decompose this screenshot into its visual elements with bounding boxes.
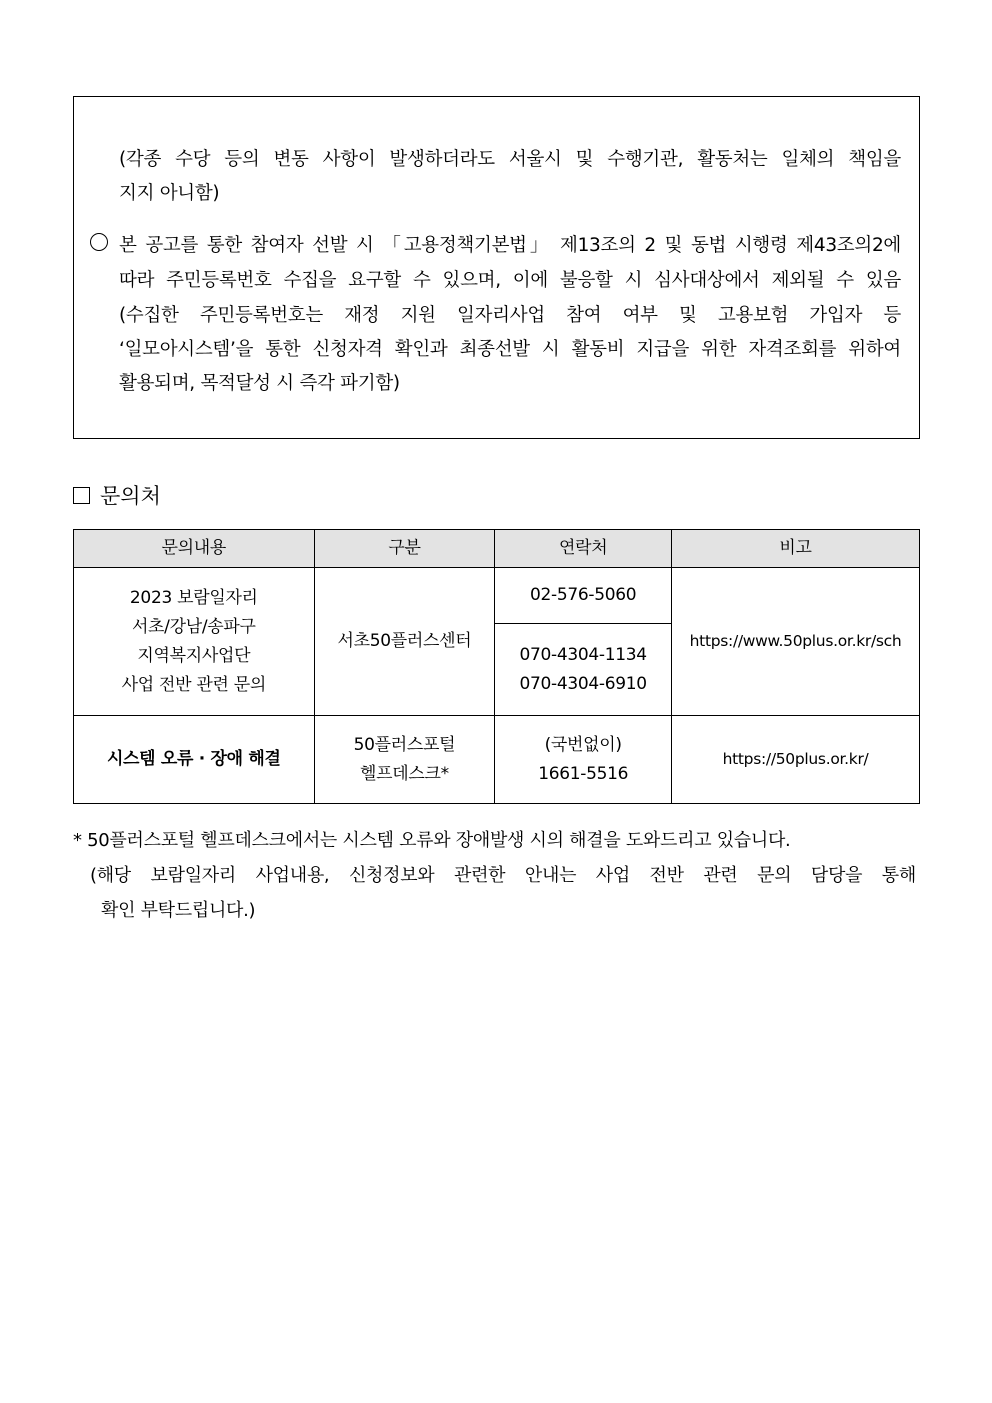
section-title: 문의처 bbox=[100, 484, 161, 508]
header-cell: 연락처 bbox=[495, 530, 672, 568]
footnote-line: * 50플러스포털 헬프데스크에서는 시스템 오류와 장애발생 시의 해결을 도와드리고 있습니다. bbox=[73, 830, 791, 851]
category-line: 50플러스포털 bbox=[353, 734, 456, 755]
content-line: 지역복지사업단 bbox=[137, 645, 251, 666]
url-cell[interactable]: https://50plus.or.kr/ bbox=[672, 716, 920, 804]
square-bullet-icon bbox=[73, 487, 90, 504]
contact-cell: 02-576-5060 bbox=[495, 568, 672, 624]
content-cell: 시스템 오류 · 장애 해결 bbox=[74, 716, 315, 804]
table-header-row bbox=[74, 530, 920, 568]
header-cell: 문의내용 bbox=[74, 530, 315, 568]
notice-text-line: (각종 수당 등의 변동 사항이 발생하더라도 서울시 및 수행기관, 활동처는 일체의 책임을 bbox=[119, 149, 901, 170]
category-cell bbox=[314, 716, 495, 804]
category-line: 헬프데스크* bbox=[360, 763, 449, 784]
header-cell: 구분 bbox=[314, 530, 495, 568]
contact-cell bbox=[495, 624, 672, 716]
notice-text-line: 따라 주민등록번호 수집을 요구할 수 있으며, 이에 불응할 시 심사대상에서 제외될 수 있음 bbox=[119, 270, 901, 291]
table-row bbox=[74, 716, 920, 804]
category-cell: 서초50플러스센터 bbox=[314, 568, 495, 716]
header-cell: 비고 bbox=[672, 530, 920, 568]
notice-text-line: 본 공고를 통한 참여자 선발 시 「고용정책기본법」 제13조의 2 및 동법 시행령 제43조의2에 bbox=[119, 235, 901, 256]
contact-table bbox=[73, 529, 920, 804]
notice-text-line: (수집한 주민등록번호는 재정 지원 일자리사업 참여 여부 및 고용보험 가입자 등 bbox=[119, 305, 901, 326]
circle-bullet-icon bbox=[90, 233, 108, 251]
footnote-line: (해당 보람일자리 사업내용, 신청정보와 관련한 안내는 사업 전반 관련 문의 담당을 통해 bbox=[90, 865, 916, 886]
content-line: 사업 전반 관련 문의 bbox=[121, 674, 266, 695]
content-line: 2023 보람일자리 bbox=[129, 587, 258, 608]
phone-number: 070-4304-6910 bbox=[519, 673, 647, 694]
notice-text-line: ‘일모아시스템’을 통한 신청자격 확인과 최종선발 시 활동비 지급을 위한 자격조회를 위하여 bbox=[119, 339, 901, 360]
notice-text-line: 활용되며, 목적달성 시 즉각 파기함) bbox=[119, 373, 400, 394]
phone-number: 1661-5516 bbox=[538, 763, 629, 784]
phone-number: 070-4304-1134 bbox=[519, 644, 647, 665]
contact-cell bbox=[495, 716, 672, 804]
url-cell[interactable]: https://www.50plus.or.kr/sch bbox=[672, 568, 920, 716]
notice-text-line: 지지 아니함) bbox=[119, 183, 220, 204]
table-row bbox=[74, 568, 920, 624]
footnote-line: 확인 부탁드립니다.) bbox=[101, 900, 256, 921]
contact-line: (국번없이) bbox=[544, 734, 622, 755]
section-heading bbox=[73, 480, 161, 510]
content-cell bbox=[74, 568, 315, 716]
content-line: 서초/강남/송파구 bbox=[131, 616, 256, 637]
